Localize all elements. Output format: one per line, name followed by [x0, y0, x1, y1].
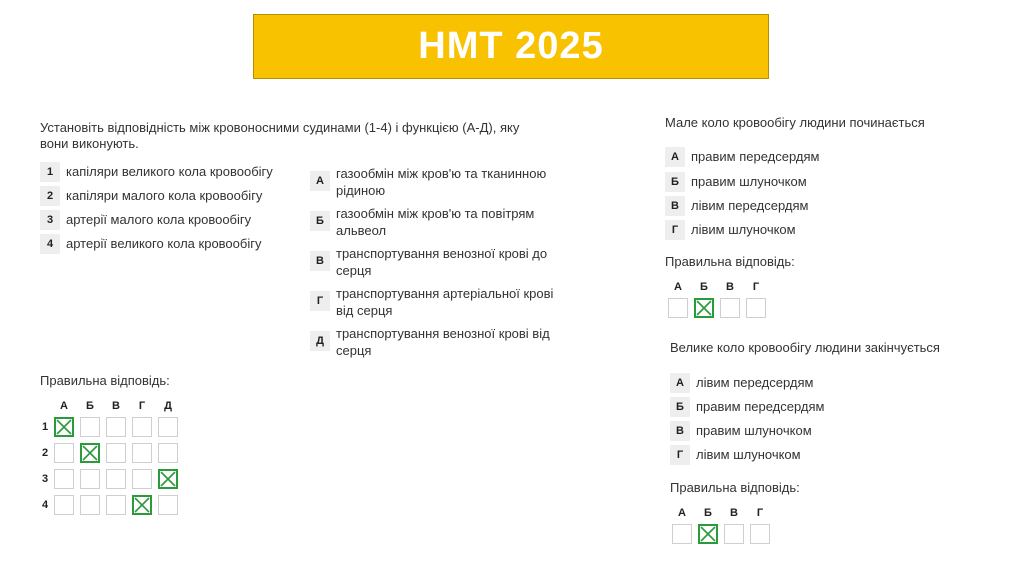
q1-right-line2: від серця [336, 303, 393, 318]
q1-column-head: Г [138, 400, 146, 412]
q3-option-key: В [670, 421, 690, 441]
q2-cell[interactable] [720, 298, 740, 318]
q3-option-label: правим шлуночком [696, 423, 812, 438]
q2-option-key: А [665, 147, 685, 167]
q2-option-label: правим шлуночком [691, 174, 807, 189]
q3-option-key: Г [670, 445, 690, 465]
q1-right-line2: рідиною [336, 183, 386, 198]
q1-cell[interactable] [132, 469, 152, 489]
q1-cell-checked[interactable] [54, 417, 74, 437]
title-banner [253, 14, 769, 79]
q1-right-line1: транспортування артеріальної крові [336, 286, 554, 301]
q2-column-head: Г [752, 281, 760, 293]
q3-option-label: лівим передсердям [696, 375, 814, 390]
q2-cell[interactable] [668, 298, 688, 318]
q3-option-label: правим передсердям [696, 399, 825, 414]
q1-right-line1: транспортування венозної крові від [336, 326, 550, 341]
q1-right-line2: серця [336, 263, 372, 278]
q2-option-v [665, 196, 808, 216]
q3-option-v [670, 421, 812, 441]
q2-option-key: В [665, 196, 685, 216]
q1-right-key: А [310, 171, 330, 191]
q1-cell[interactable] [158, 443, 178, 463]
q1-left-item-3 [40, 210, 251, 230]
q1-row-number: 2 [42, 447, 49, 459]
q1-right-line2: серця [336, 343, 372, 358]
q1-left-key: 4 [40, 234, 60, 254]
q1-column-head: А [60, 400, 68, 412]
q1-right-line1: газообмін між кров'ю та повітрям [336, 206, 535, 221]
q1-cell[interactable] [158, 495, 178, 515]
q1-cell-checked[interactable] [132, 495, 152, 515]
q1-left-item-2 [40, 186, 262, 206]
q1-question-line1: Установіть відповідність між кровоносними судинами (1-4) і функцією (А-Д), яку [40, 120, 520, 135]
q2-option-key: Г [665, 220, 685, 240]
q1-right-item-b [310, 204, 534, 239]
q1-cell[interactable] [132, 443, 152, 463]
q1-right-key: Д [310, 331, 330, 351]
q2-cell-checked[interactable] [694, 298, 714, 318]
q1-right-item-g [310, 284, 553, 319]
q3-question: Велике коло кровообігу людини закінчується [670, 340, 940, 355]
q3-cell[interactable] [750, 524, 770, 544]
q1-cell[interactable] [132, 417, 152, 437]
q1-right-key: Б [310, 211, 330, 231]
q3-option-g [670, 445, 801, 465]
q1-row-number: 4 [42, 499, 49, 511]
q3-column-head: А [678, 507, 686, 519]
q1-cell[interactable] [80, 495, 100, 515]
q3-column-head: В [730, 507, 738, 519]
q3-option-b [670, 397, 824, 417]
q1-right-item-v [310, 244, 547, 279]
q1-cell[interactable] [158, 417, 178, 437]
q2-option-label: правим передсердям [691, 149, 820, 164]
q1-right-key: Г [310, 291, 330, 311]
q1-right-item-a [310, 164, 546, 199]
q1-column-head: Д [164, 400, 172, 412]
q1-right-line2: альвеол [336, 223, 387, 238]
q1-cell[interactable] [80, 469, 100, 489]
q1-left-label: артерії малого кола кровообігу [66, 212, 252, 227]
q1-cell[interactable] [106, 443, 126, 463]
q1-column-head: В [112, 400, 120, 412]
q1-column-head: Б [86, 400, 94, 412]
q1-cell-checked[interactable] [80, 443, 100, 463]
q1-right-key: В [310, 251, 330, 271]
q1-left-label: артерії великого кола кровообігу [66, 236, 262, 251]
q3-answer-label: Правильна відповідь: [670, 480, 800, 495]
q2-question: Мале коло кровообігу людини починається [665, 115, 925, 130]
q1-left-label: капіляри великого кола кровообігу [66, 164, 273, 179]
q3-option-label: лівим шлуночком [696, 447, 801, 462]
q1-cell[interactable] [54, 469, 74, 489]
q3-column-head: Г [756, 507, 764, 519]
q3-option-key: Б [670, 397, 690, 417]
q1-right-item-d [310, 324, 550, 359]
q2-option-label: лівим шлуночком [691, 222, 796, 237]
q2-option-a [665, 147, 819, 167]
q2-column-head: Б [700, 281, 708, 293]
q1-cell[interactable] [80, 417, 100, 437]
q2-column-head: В [726, 281, 734, 293]
q1-left-key: 1 [40, 162, 60, 182]
q1-right-line1: транспортування венозної крові до [336, 246, 548, 261]
q1-cell[interactable] [106, 417, 126, 437]
q1-row-number: 3 [42, 473, 49, 485]
q3-cell-checked[interactable] [698, 524, 718, 544]
q3-option-key: А [670, 373, 690, 393]
q3-option-a [670, 373, 813, 393]
q1-cell-checked[interactable] [158, 469, 178, 489]
page-title: НМТ 2025 [418, 25, 604, 67]
q2-cell[interactable] [746, 298, 766, 318]
q2-column-head: А [674, 281, 682, 293]
q1-left-label: капіляри малого кола кровообігу [66, 188, 263, 203]
q3-cell[interactable] [724, 524, 744, 544]
q1-cell[interactable] [54, 443, 74, 463]
q2-option-g [665, 220, 796, 240]
q1-left-item-1 [40, 162, 273, 182]
q3-column-head: Б [704, 507, 712, 519]
q3-cell[interactable] [672, 524, 692, 544]
q1-cell[interactable] [106, 495, 126, 515]
q1-left-key: 2 [40, 186, 60, 206]
q1-answer-label: Правильна відповідь: [40, 373, 170, 388]
q1-cell[interactable] [54, 495, 74, 515]
q2-option-label: лівим передсердям [691, 198, 809, 213]
q2-option-b [665, 172, 807, 192]
q1-row-number: 1 [42, 421, 49, 433]
q1-cell[interactable] [106, 469, 126, 489]
q1-question-line2: вони виконують. [40, 136, 139, 151]
q1-right-line1: газообмін між кров'ю та тканинною [336, 166, 547, 181]
q1-left-item-4 [40, 234, 261, 254]
q2-answer-label: Правильна відповідь: [665, 254, 795, 269]
q2-option-key: Б [665, 172, 685, 192]
q1-left-key: 3 [40, 210, 60, 230]
